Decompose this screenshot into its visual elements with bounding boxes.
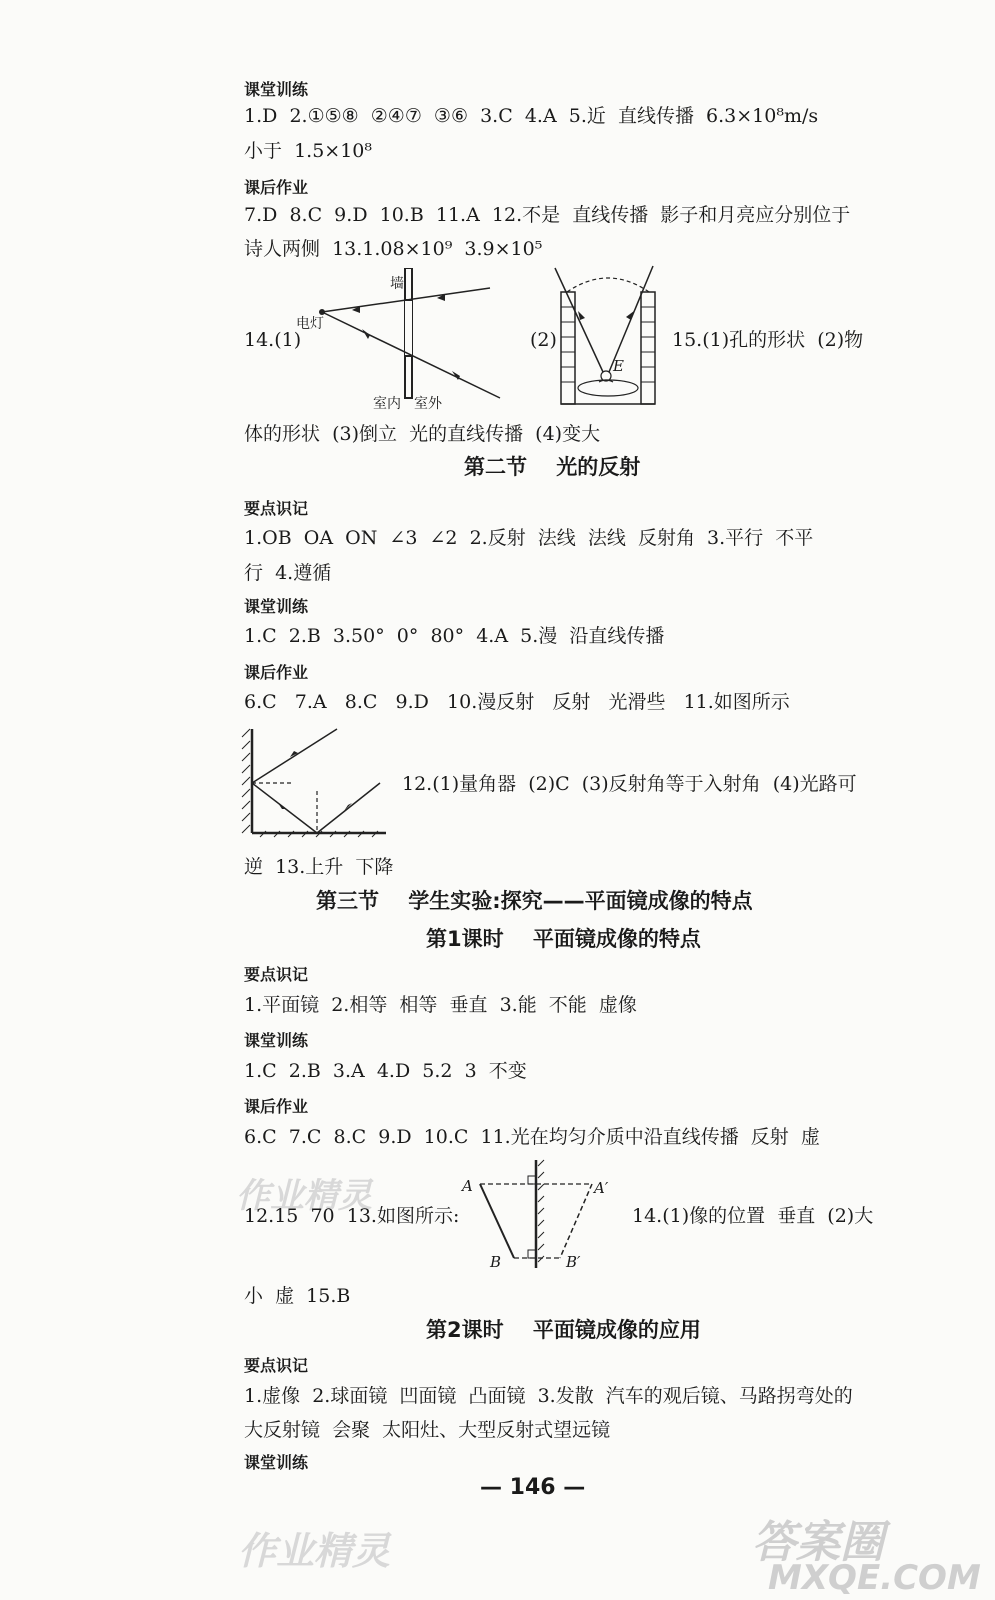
answer-line: 行 4.遵循 xyxy=(244,562,332,584)
watermark: 作业精灵 xyxy=(238,1529,391,1573)
page-number: — 146 — xyxy=(480,1475,586,1500)
lesson-title: 第2课时 平面镜成像的应用 xyxy=(426,1318,701,1342)
point-b-prime-label: B′ xyxy=(566,1253,581,1271)
lamp-label: 电灯 xyxy=(296,316,324,332)
outdoor-label: 室外 xyxy=(414,396,442,412)
heading-key-points: 要点识记 xyxy=(244,499,309,518)
heading-classroom-training: 课堂训练 xyxy=(244,1453,309,1472)
answer-line: 1.C 2.B 3.A 4.D 5.2 3 不变 xyxy=(244,1060,527,1082)
heading-homework: 课后作业 xyxy=(244,663,309,682)
heading-key-points: 要点识记 xyxy=(244,1356,309,1375)
heading-homework: 课后作业 xyxy=(244,178,309,197)
section-title: 第三节 学生实验:探究——平面镜成像的特点 xyxy=(316,889,753,913)
heading-classroom-training: 课堂训练 xyxy=(244,1031,309,1050)
answer-line: 7.D 8.C 9.D 10.B 11.A 12.不是 直线传播 影子和月亮应分别位于 xyxy=(244,204,851,226)
point-a-prime-label: A′ xyxy=(594,1179,609,1197)
watermark: 作业精灵 xyxy=(236,1176,372,1216)
answer-line: 6.C 7.A 8.C 9.D 10.漫反射 反射 光滑些 11.如图所示 xyxy=(244,691,790,713)
answer-line: 15.(1)孔的形状 (2)物 xyxy=(672,329,864,351)
wall-label: 墙 xyxy=(390,276,404,292)
answer-line: 12.15 70 13.如图所示: xyxy=(244,1205,460,1227)
indoor-label: 室内 xyxy=(373,396,401,412)
eye-point-label: E xyxy=(613,357,624,375)
two-mirror-reflection-diagram xyxy=(240,727,390,839)
heading-key-points: 要点识记 xyxy=(244,965,309,984)
answer-line: 1.平面镜 2.相等 相等 垂直 3.能 不能 虚像 xyxy=(244,994,637,1016)
answer-line: 体的形状 (3)倒立 光的直线传播 (4)变大 xyxy=(244,423,601,445)
answer-line: 大反射镜 会聚 太阳灶、大型反射式望远镜 xyxy=(244,1419,611,1441)
heading-classroom-training: 课堂训练 xyxy=(244,597,309,616)
answer-line: 1.D 2.①⑤⑧ ②④⑦ ③⑥ 3.C 4.A 5.近 直线传播 6.3×10⁸m/s xyxy=(244,105,819,127)
answer-line: 小于 1.5×10⁸ xyxy=(244,140,373,162)
answer-line: 1.C 2.B 3.50° 0° 80° 4.A 5.漫 沿直线传播 xyxy=(244,625,665,647)
answer-line: 1.OB OA ON ∠3 ∠2 2.反射 法线 法线 反射角 3.平行 不平 xyxy=(244,527,814,549)
heading-classroom-training: 课堂训练 xyxy=(244,80,309,99)
answer-line: 14.(1)像的位置 垂直 (2)大 xyxy=(632,1205,874,1227)
heading-homework: 课后作业 xyxy=(244,1097,309,1116)
section-title: 第二节 光的反射 xyxy=(464,455,641,479)
figure-label: 14.(1) xyxy=(244,329,302,351)
answer-line: 6.C 7.C 8.C 9.D 10.C 11.光在均匀介质中沿直线传播 反射 虚 xyxy=(244,1126,820,1148)
answer-line: 小 虚 15.B xyxy=(244,1285,351,1307)
watermark-logo: 答案圈 xyxy=(752,1517,884,1568)
answer-line: 1.虚像 2.球面镜 凹面镜 凸面镜 3.发散 汽车的观后镜、马路拐弯处的 xyxy=(244,1385,853,1407)
answer-line: 逆 13.上升 下降 xyxy=(244,856,394,878)
point-b-label: B xyxy=(490,1253,502,1271)
frog-in-well-diagram xyxy=(553,262,663,410)
watermark-site: MXQE.COM xyxy=(768,1558,981,1598)
answer-line: 诗人两侧 13.1.08×10⁹ 3.9×10⁵ xyxy=(244,238,543,260)
answer-line: 12.(1)量角器 (2)C (3)反射角等于入射角 (4)光路可 xyxy=(402,773,857,795)
figure-label: (2) xyxy=(530,329,557,351)
point-a-label: A xyxy=(462,1177,473,1195)
lesson-title: 第1课时 平面镜成像的特点 xyxy=(426,927,701,951)
